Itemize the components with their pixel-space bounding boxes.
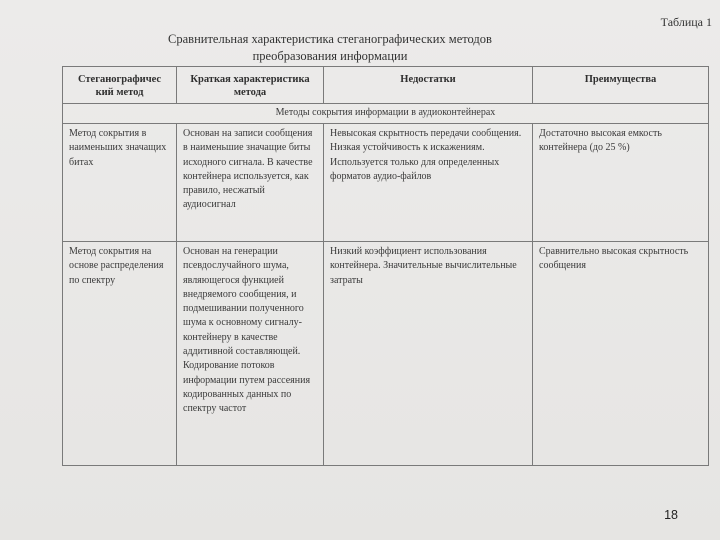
cell-disadvantages: Низкий коэффициент использования контейнера. Значительные вычислительные затраты — [324, 242, 533, 466]
page-number: 18 — [664, 508, 678, 522]
table-row — [63, 242, 709, 466]
cell-advantages: Достаточно высокая емкость контейнера (до 25 %) — [533, 124, 709, 242]
section-title: Методы сокрытия информации в аудиоконтейнерах — [63, 104, 709, 124]
cell-description: Основан на записи сообщения в наименьшие значащие биты исходного сигнала. В качестве контейнера используется, как правило, несжатый аудиосигнал — [177, 124, 324, 242]
caption-line-2: преобразования информации — [252, 49, 408, 63]
comparison-table — [62, 66, 709, 466]
header-method: Стеганографичес кий метод — [63, 67, 177, 104]
header-disadvantages: Недостатки — [324, 67, 533, 104]
cell-method: Метод сокрытия в наименьших значащих битах — [63, 124, 177, 242]
table-row — [63, 124, 709, 242]
header-advantages: Преимущества — [533, 67, 709, 104]
section-row — [63, 104, 709, 124]
cell-advantages: Сравнительно высокая скрытность сообщения — [533, 242, 709, 466]
cell-method: Метод сокрытия на основе распределения по спектру — [63, 242, 177, 466]
table-caption — [120, 31, 540, 65]
cell-description: Основан на генерации псевдослучайного шума, являющегося функцией внедряемого сообщения, и подмешивании полученного шума к основному сигналу-контейнеру в качестве аддитивной составляющей. Кодирование потоков информации путем рассеяния кодированных данных по спектру частот — [177, 242, 324, 466]
cell-disadvantages: Невысокая скрытность передачи сообщения. Низкая устойчивость к искажениям. Используется только для определенных форматов аудио-файлов — [324, 124, 533, 242]
header-row — [63, 67, 709, 104]
header-description: Краткая характеристика метода — [177, 67, 324, 104]
caption-line-1: Сравнительная характеристика стеганографических методов — [168, 32, 492, 46]
table-label: Таблица 1 — [660, 15, 712, 29]
